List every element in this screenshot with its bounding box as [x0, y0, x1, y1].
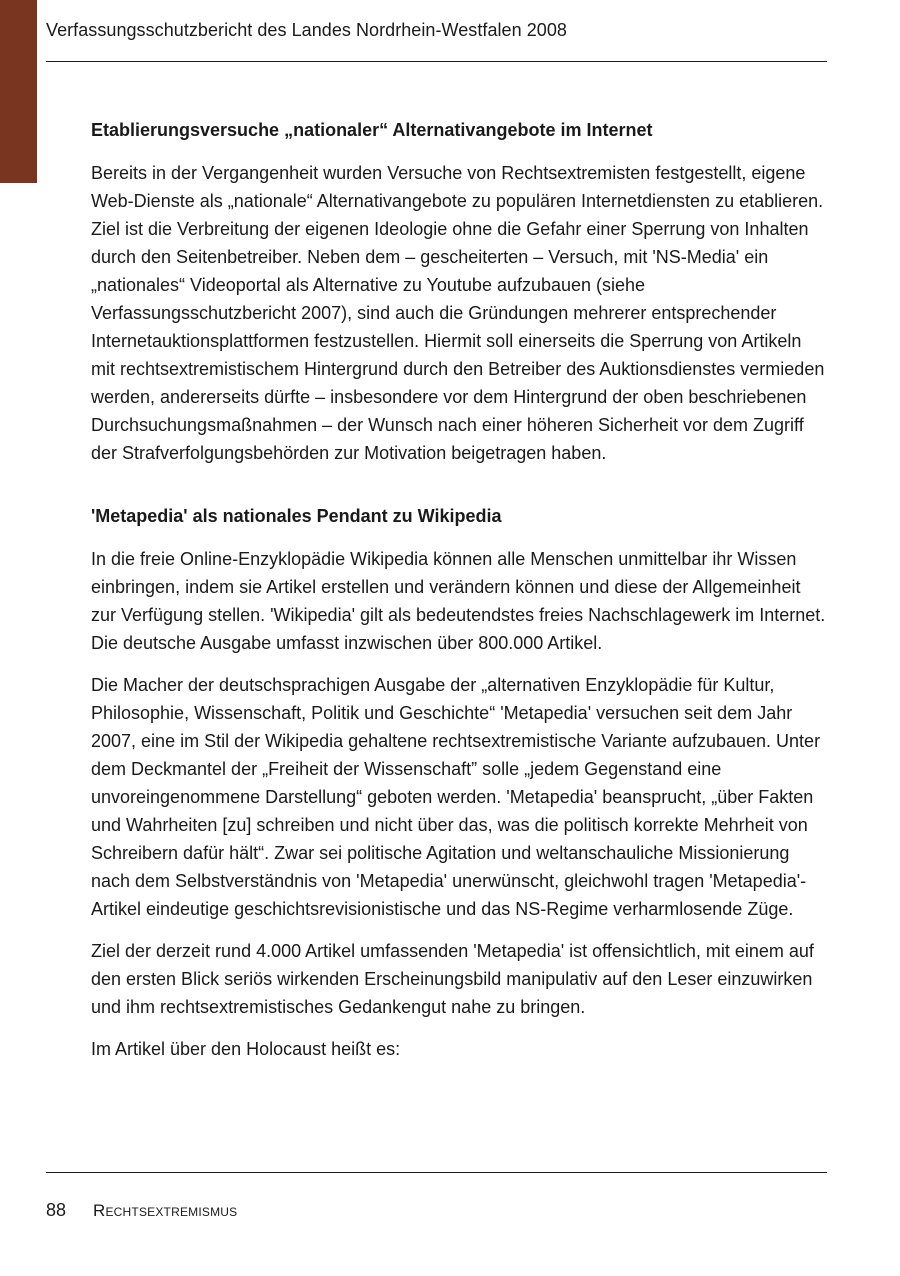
header-divider — [46, 61, 827, 62]
page-number: 88 — [46, 1200, 67, 1220]
paragraph-metapedia-ziel: Ziel der derzeit rund 4.000 Artikel umfassenden 'Metapedia' ist offensichtlich, mit einem auf den ersten Blick seriös wirkenden Erscheinungsbild manipulativ auf den Leser einzuwirken und ihm rechtsextremistisches Gedankengut nahe zu bringen. — [91, 941, 814, 1017]
footer-section-name: Rechtsextremismus — [93, 1201, 238, 1220]
page-footer — [46, 1198, 237, 1223]
section-heading-metapedia: 'Metapedia' als nationales Pendant zu Wikipedia — [91, 506, 502, 526]
footer-divider — [46, 1172, 827, 1173]
paragraph-alternativangebote: Bereits in der Vergangenheit wurden Versuche von Rechtsextremisten festgestellt, eigene Web-Dienste als „nationale“ Alternativangebote zu populären Internetdiensten zu etablieren. Ziel ist die Verbreitung der eigenen Ideologie ohne die Gefahr einer Sperrung von Inhalten durch den Seitenbetreiber. Neben dem – gescheiterten – Versuch, mit 'NS-Media' ein „nationales“ Videoportal als Alternative zu Youtube aufzubauen (siehe Verfassungsschutzbericht 2007), sind auch die Gründungen mehrerer entsprechender Internetauktionsplattformen festzustellen. Hiermit soll einerseits die Sperrung von Artikeln mit rechtsextremistischem Hintergrund durch den Betreiber des Auktionsdienstes vermieden werden, andererseits dürfte – insbesondere vor dem Hintergrund der oben beschriebenen Durchsuchungsmaßnahmen – der Wunsch nach einer höheren Sicherheit vor dem Zugriff der Strafverfolgungsbehörden zur Motivation beigetragen haben. — [91, 163, 825, 463]
paragraph-holocaust-intro: Im Artikel über den Holocaust heißt es: — [91, 1039, 401, 1059]
chapter-tab-marker — [0, 0, 37, 183]
paragraph-wikipedia: In die freie Online-Enzyklopädie Wikipedia können alle Menschen unmittelbar ihr Wissen einbringen, indem sie Artikel erstellen und verändern können und diese der Allgemeinheit zur Verfügung stellen. 'Wikipedia' gilt als bedeutendstes freies Nachschlagewerk im Internet. Die deutsche Ausgabe umfasst inzwischen über 800.000 Artikel. — [91, 549, 826, 653]
page-body — [91, 117, 827, 1077]
paragraph-metapedia-macher: Die Macher der deutschsprachigen Ausgabe der „alternativen Enzyklopädie für Kultur, Philosophie, Wissenschaft, Politik und Geschichte“ 'Metapedia' versuchen seit dem Jahr 2007, eine im Stil der Wikipedia gehaltene rechtsextremistische Variante aufzubauen. Unter dem Deckmantel der „Freiheit der Wissenschaft” solle „jedem Gegenstand eine unvoreingenommene Darstellung“ geboten werden. 'Metapedia' beansprucht, „über Fakten und Wahrheiten [zu] schreiben und nicht über das, was die politisch korrekte Mehrheit von Schreibern dafür hält“. Zwar sei politische Agitation und weltanschauliche Missionierung nach dem Selbstverständnis von 'Metapedia' unerwünscht, gleichwohl tragen 'Metapedia'-Artikel eindeutige geschichtsrevisionistische und das NS-Regime verharmlosende Züge. — [91, 675, 821, 919]
running-header: Verfassungsschutzbericht des Landes Nordrhein-Westfalen 2008 — [46, 20, 567, 40]
section-heading-alternativangebote: Etablierungsversuche „nationaler“ Alternativangebote im Internet — [91, 120, 653, 140]
